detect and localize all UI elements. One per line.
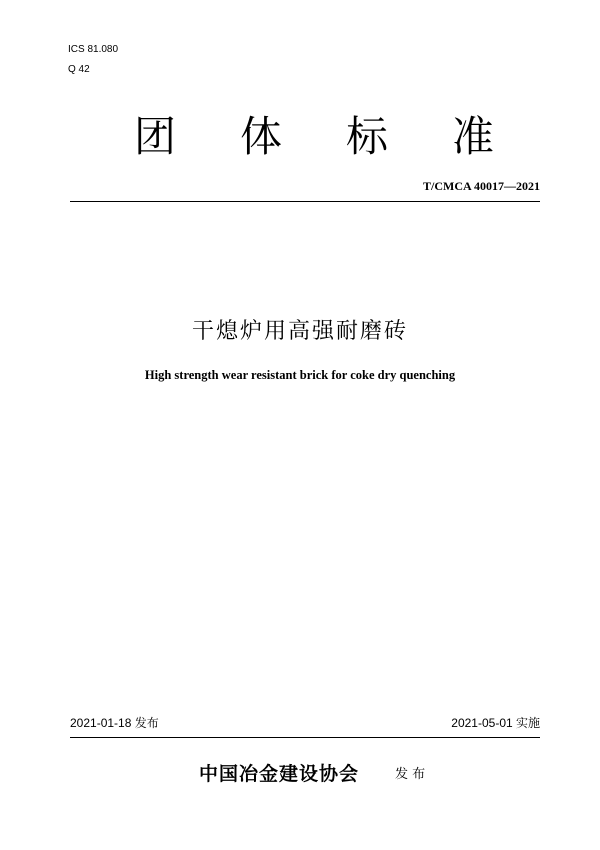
document-type-char: 标 — [345, 112, 388, 161]
document-type-char: 体 — [239, 112, 282, 161]
publish-label: 发 布 — [395, 767, 426, 782]
document-type-heading — [134, 112, 494, 162]
standard-number: T/CMCA 40017—2021 — [423, 179, 540, 193]
publisher-name: 中国冶金建设协会 — [199, 763, 360, 785]
ics-code: ICS 81.080 — [68, 44, 119, 55]
title-chinese: 干熄炉用高强耐磨砖 — [191, 319, 408, 344]
document-type-char: 团 — [134, 112, 177, 161]
issue-date: 2021-01-18 发布 — [70, 716, 159, 730]
title-english: High strength wear resistant brick for coke dry quenching — [144, 368, 456, 382]
footer-divider — [70, 737, 540, 738]
implement-date: 2021-05-01 实施 — [451, 716, 540, 730]
header-divider — [70, 201, 540, 202]
ccs-code: Q 42 — [68, 64, 90, 75]
document-type-char: 准 — [451, 112, 494, 161]
